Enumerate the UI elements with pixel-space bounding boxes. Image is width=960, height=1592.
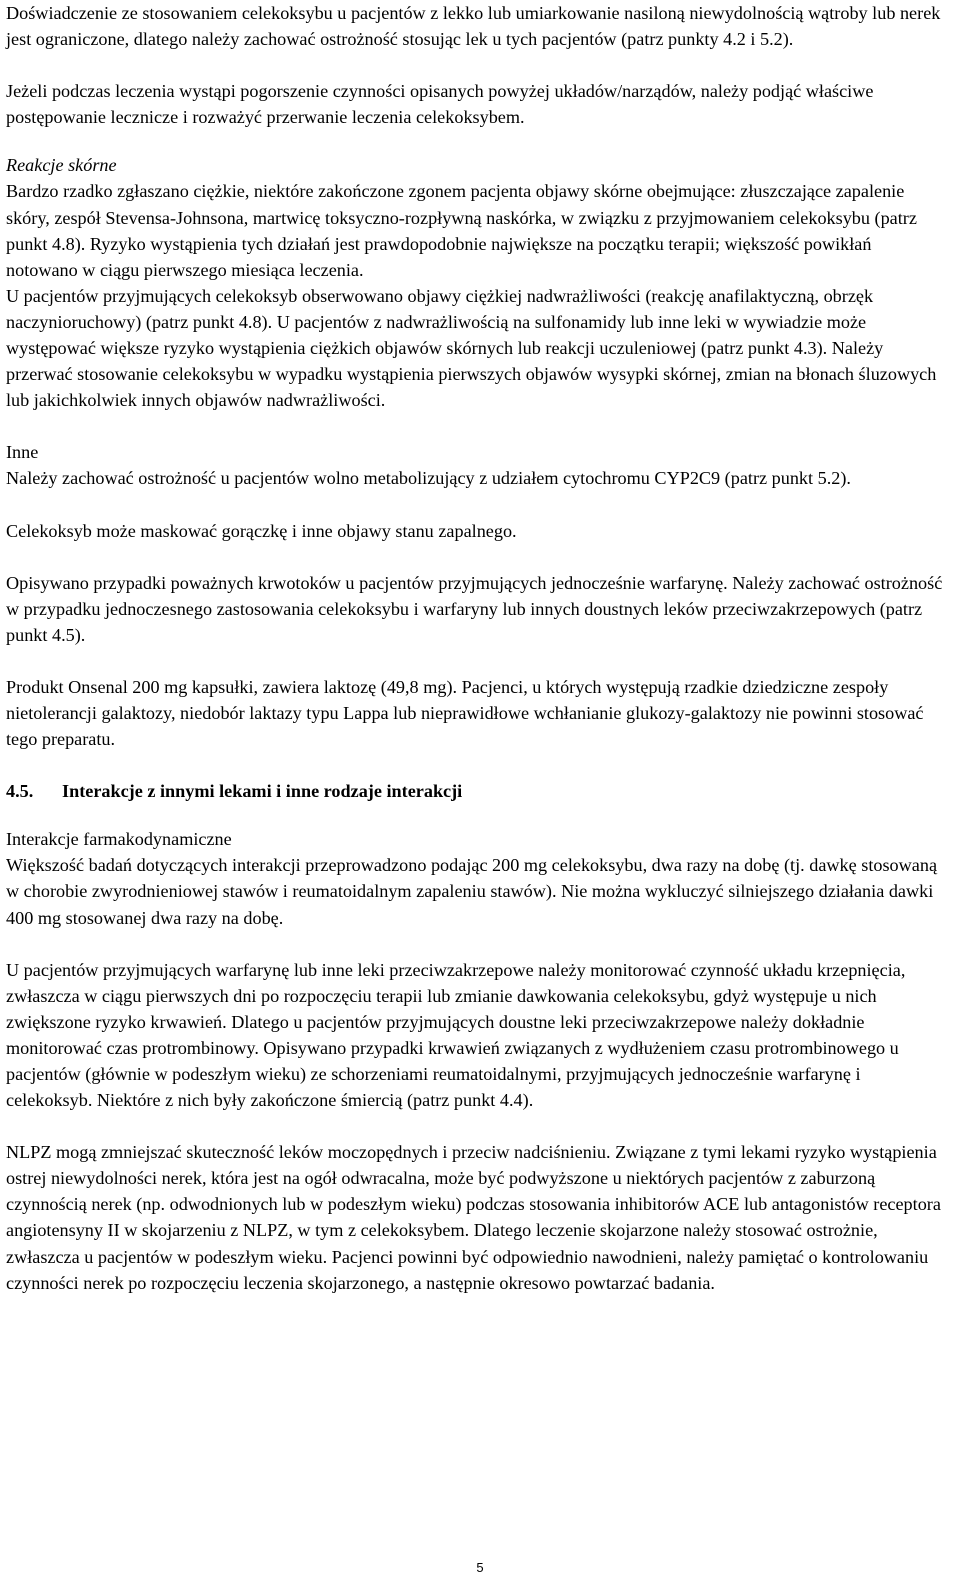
paragraph-interaction-studies: Większość badań dotyczących interakcji przeprowadzono podając 200 mg celekoksybu, dwa razy na dobę (tj. dawkę stosowaną w chorobie zwyrodnieniowej stawów i reumatoidalnym zapaleniu stawów). Nie można wykluczyć silniejszego działania dawki 400 mg stosowanej dwa razy na dobę.	[6, 855, 938, 928]
section-title: Interakcje z innymi lekami i inne rodzaje interakcji	[62, 781, 463, 802]
paragraph-hypersensitivity: U pacjentów przyjmujących celekoksyb obserwowano objawy ciężkiej nadwrażliwości (reakcję anafilaktyczną, obrzęk naczynioruchowy) (patrz punkt 4.8). U pacjentów z nadwrażliwością na sulfonamidy lub inne leki w wywiadzie może występować większe ryzyko wystąpienia ciężkich objawów skórnych lub reakcji uczuleniowej (patrz punkt 4.3). Należy przerwać stosowanie celekoksybu w wypadku wystąpienia pierwszych objawów wysypki skórnej, zmian na błonach śluzowych lub jakichkolwiek innych objawów nadwrażliwości.	[6, 285, 937, 411]
paragraph-cyp2c9: Należy zachować ostrożność u pacjentów wolno metabolizujący z udziałem cytochromu CYP2C9 (patrz punkt 5.2).	[6, 468, 851, 489]
paragraph-lactose: Produkt Onsenal 200 mg kapsułki, zawiera laktozę (49,8 mg). Pacjenci, u których występują rzadkie dziedziczne zespoły nietolerancji galaktozy, niedobór laktazy typu Lappa lub nieprawidłowe wchłanianie glukozy-galaktozy nie powinni stosować tego preparatu.	[6, 676, 924, 750]
subheading-pharmacodynamic: Interakcje farmakodynamiczne	[6, 829, 232, 850]
section-heading	[6, 778, 946, 804]
document-page	[6, 0, 946, 1296]
paragraph-hepatic-renal: Doświadczenie ze stosowaniem celekoksybu u pacjentów z lekko lub umiarkowanie nasiloną niewydolnością wątroby lub nerek jest ograniczone, dlatego należy zachować ostrożność stosując lek u tych pacjentów (patrz punkty 4.2 i 5.2).	[6, 3, 941, 50]
page-number: 5	[476, 1560, 484, 1575]
paragraph-skin-reactions: Bardzo rzadko zgłaszano ciężkie, niektóre zakończone zgonem pacjenta objawy skórne obejmujące: złuszczające zapalenie skóry, zespół Stevensa-Johnsona, martwicę toksyczno-rozpływną naskórka, w związku z przyjmowaniem celekoksybu (patrz punkt 4.8). Ryzyko wystąpienia tych działań jest prawdopodobnie największe na początku terapii; większość powikłań notowano w ciągu pierwszego miesiąca leczenia.	[6, 181, 917, 280]
paragraph-nsaid-diuretics: NLPZ mogą zmniejszać skuteczność leków moczopędnych i przeciw nadciśnieniu. Związane z tymi lekami ryzyko wystąpienia ostrej niewydolności nerek, która jest na ogół odwracalna, może być podwyższone u niektórych pacjentów z zaburzoną czynnością nerek (np. odwodnionych lub w podeszłym wieku) podczas stosowania inhibitorów ACE lub antagonistów receptora angiotensyny II w skojarzeniu z NLPZ, w tym z celekoksybem. Dlatego leczenie skojarzone należy stosować ostrożnie, zwłaszcza u pacjentów w podeszłym wieku. Pacjenci powinni być odpowiednio nawodnieni, należy pamiętać o kontrolowaniu czynności nerek po rozpoczęciu leczenia skojarzonego, a następnie okresowo powtarzać badania.	[6, 1142, 941, 1293]
paragraph-worsening: Jeżeli podczas leczenia wystąpi pogorszenie czynności opisanych powyżej układów/narządów, należy podjąć właściwe postępowanie lecznicze i rozważyć przerwanie leczenia celekoksybem.	[6, 81, 874, 128]
paragraph-anticoagulants: U pacjentów przyjmujących warfarynę lub inne leki przeciwzakrzepowe należy monitorować czynność układu krzepnięcia, zwłaszcza w ciągu pierwszych dni po rozpoczęciu terapii lub zmianie dawkowania celekoksybu, gdyż występuje u nich zwiększone ryzyko krwawień. Dlatego u pacjentów przyjmujących doustne leki przeciwzakrzepowe należy dokładnie monitorować czas protrombinowy. Opisywano przypadki krwawień związanych z wydłużeniem czasu protrombinowego u pacjentów (głównie w podeszłym wieku) ze schorzeniami reumatoidalnymi, przyjmujących jednocześnie warfarynę i celekoksyb. Niektóre z nich były zakończone śmiercią (patrz punkt 4.4).	[6, 959, 906, 1111]
subheading-skin-reactions: Reakcje skórne	[6, 155, 117, 176]
section-number: 4.5.	[6, 781, 34, 802]
paragraph-warfarin-bleeding: Opisywano przypadki poważnych krwotoków u pacjentów przyjmujących jednocześnie warfarynę. Należy zachować ostrożność w przypadku jednoczesnego zastosowania celekoksybu i warfaryny lub innych doustnych leków przeciwzakrzepowych (patrz punkt 4.5).	[6, 572, 943, 645]
paragraph-fever-masking: Celekoksyb może maskować gorączkę i inne objawy stanu zapalnego.	[6, 520, 517, 541]
subheading-other: Inne	[6, 442, 39, 463]
